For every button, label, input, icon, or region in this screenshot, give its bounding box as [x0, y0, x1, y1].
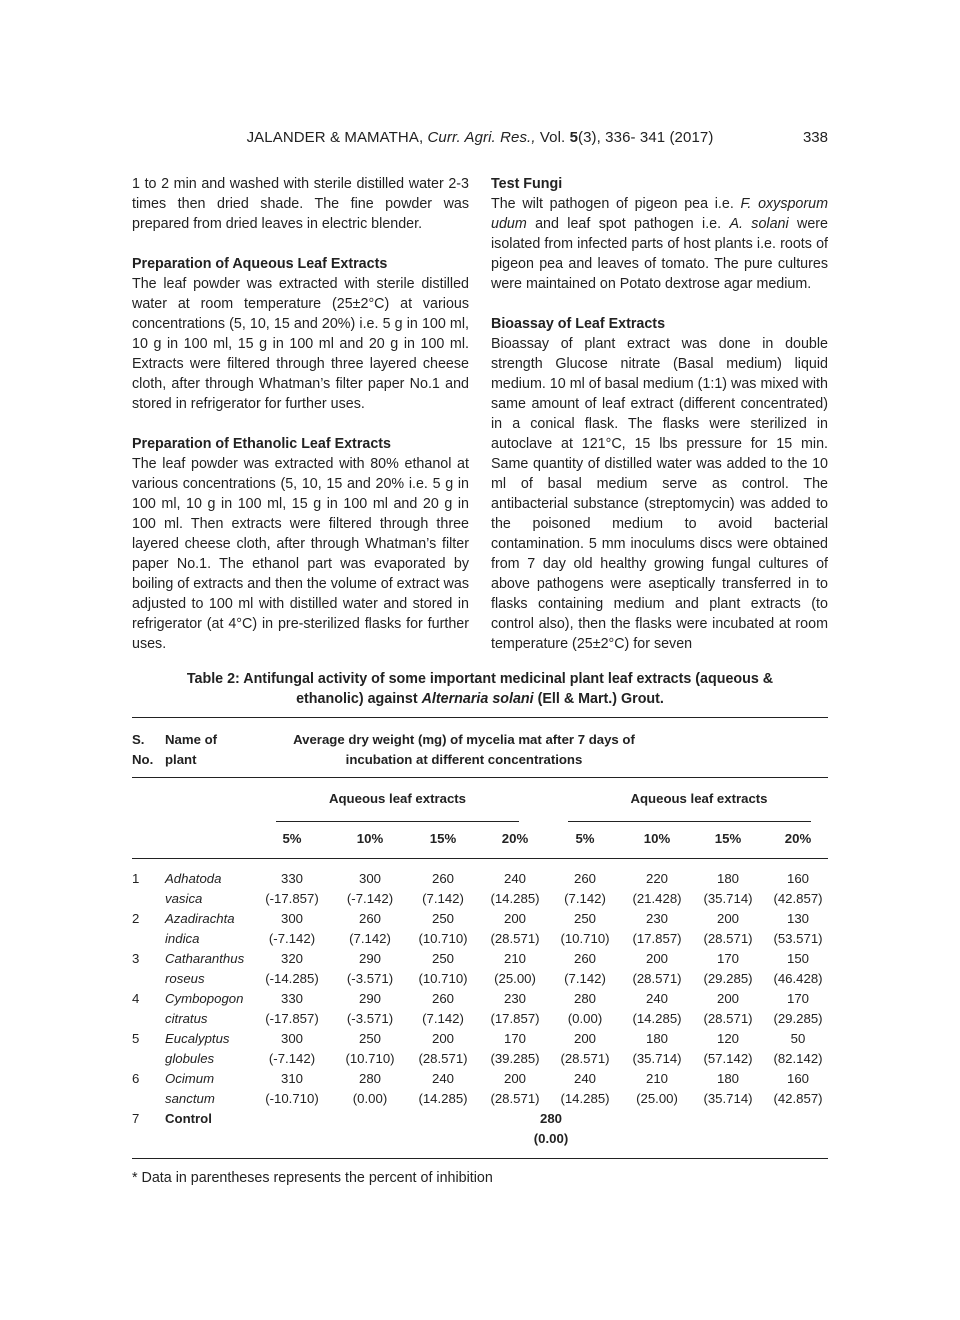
inhibition-cell: (-7.142): [268, 1051, 316, 1066]
inhibition-cell: (21.428): [632, 891, 682, 906]
dry-weight-cell: 250: [573, 911, 596, 926]
row-sno: 1: [132, 871, 140, 886]
dry-weight-cell: 50: [790, 1031, 806, 1046]
concentration-header: 10%: [643, 831, 671, 846]
control-inhibition: (0.00): [533, 1131, 569, 1146]
inhibition-cell: (14.285): [560, 1091, 610, 1106]
inhibition-cell: (-14.285): [265, 971, 319, 986]
table-bottom-rule: [132, 1158, 828, 1159]
fungi-species-1: F. oxysporum udum: [491, 196, 828, 232]
dry-weight-cell: 290: [358, 951, 381, 966]
concentration-header: 20%: [501, 831, 529, 846]
inhibition-cell: (-7.142): [268, 931, 316, 946]
left-column: [132, 174, 469, 654]
inhibition-cell: (7.142): [564, 891, 606, 906]
table-caption: [150, 669, 810, 709]
plant-species: globules: [165, 1051, 215, 1066]
dry-weight-cell: 120: [716, 1031, 739, 1046]
row-sno: 6: [132, 1071, 140, 1086]
intro-paragraph: 1 to 2 min and washed with sterile distilled water 2-3 times then dried shade. The fine powder was prepared from dried leaves in electric blender.: [132, 176, 469, 232]
dry-weight-cell: 260: [431, 871, 454, 886]
dry-weight-cell: 130: [786, 911, 809, 926]
dry-weight-cell: 220: [645, 871, 668, 886]
row-sno: 4: [132, 991, 140, 1006]
dry-weight-cell: 150: [786, 951, 809, 966]
inhibition-cell: (14.285): [632, 1011, 682, 1026]
inhibition-cell: (35.714): [632, 1051, 682, 1066]
fungi-species-2: A. solani: [729, 216, 789, 232]
row-sno: 2: [132, 911, 140, 926]
page-number: 338: [802, 129, 828, 146]
inhibition-cell: (29.285): [773, 1011, 823, 1026]
dry-weight-cell: 330: [280, 991, 303, 1006]
dry-weight-cell: 260: [431, 991, 454, 1006]
control-sno: 7: [132, 1111, 140, 1126]
fungi-text-3: were isolated from infected parts of host plants i.e. roots of pigeon pea and leaves of tomato. The pure cultures were maintained on Potato dextrose agar medium.: [491, 216, 829, 292]
inhibition-cell: (14.285): [490, 891, 540, 906]
test-fungi-paragraph: [491, 194, 828, 294]
authors: JALANDER & MAMATHA,: [246, 129, 428, 146]
dry-weight-cell: 230: [645, 911, 668, 926]
bioassay-paragraph: Bioassay of plant extract was done in double strength Glucose nitrate (Basal medium) liquid medium. 10 ml of basal medium (1:1) was mixed with same amount of leaf extract (different concentrated) in a conical flask. The flasks were sterilized in autoclave at 121°C, 15 lbs pressure for 15 min. Same quantity of distilled water was added to the 10 ml of basal medium serve as control. The antibacterial substance (streptomycin) was added to the poisoned medium to avoid bacterial contamination. 5 mm inoculums discs were obtained from 7 day old healthy growing fungal cultures of above pathogens were aseptically transferred in to flasks containing medium and plant extracts (to control also), then the flasks were incubated at room temperature (25±2°C) for seven: [491, 336, 828, 652]
group-header-right: Aqueous leaf extracts: [630, 791, 768, 806]
inhibition-cell: (0.00): [352, 1091, 388, 1106]
bioassay-heading: Bioassay of Leaf Extracts: [491, 316, 666, 332]
inhibition-cell: (28.571): [632, 971, 682, 986]
aqueous-heading: Preparation of Aqueous Leaf Extracts: [132, 256, 388, 272]
dry-weight-cell: 200: [503, 1071, 526, 1086]
inhibition-cell: (42.857): [773, 891, 823, 906]
inhibition-cell: (53.571): [773, 931, 823, 946]
col-average-header: [264, 730, 664, 770]
inhibition-cell: (-7.142): [346, 891, 394, 906]
inhibition-cell: (0.00): [567, 1011, 603, 1026]
inhibition-cell: (-3.571): [346, 1011, 394, 1026]
caption-line-1: Table 2: Antifungal activity of some important medicinal plant leaf extracts (aqueous &: [186, 671, 774, 687]
right-column: [491, 174, 828, 654]
plant-species: indica: [165, 931, 200, 946]
inhibition-cell: (7.142): [422, 1011, 464, 1026]
col-avg-1: Average dry weight (mg) of mycelia mat after 7 days of: [293, 732, 635, 747]
dry-weight-cell: 200: [503, 911, 526, 926]
inhibition-cell: (10.710): [560, 931, 610, 946]
dry-weight-cell: 200: [716, 911, 739, 926]
group-header-left: Aqueous leaf extracts: [328, 791, 467, 806]
group-rule-right: [568, 821, 811, 822]
inhibition-cell: (25.00): [636, 1091, 678, 1106]
control-label: Control: [165, 1111, 212, 1126]
dry-weight-cell: 240: [431, 1071, 454, 1086]
dry-weight-cell: 300: [358, 871, 381, 886]
inhibition-cell: (10.710): [418, 971, 468, 986]
inhibition-cell: (7.142): [564, 971, 606, 986]
inhibition-cell: (28.571): [490, 931, 540, 946]
dry-weight-cell: 310: [280, 1071, 303, 1086]
dry-weight-cell: 170: [503, 1031, 526, 1046]
inhibition-cell: (14.285): [418, 1091, 468, 1106]
table-subheader-rule: [132, 858, 828, 859]
inhibition-cell: (28.571): [418, 1051, 468, 1066]
dry-weight-cell: 240: [573, 1071, 596, 1086]
table-header-rule: [132, 777, 828, 778]
inhibition-cell: (28.571): [703, 1011, 753, 1026]
plant-genus: Ocimum: [165, 1071, 215, 1086]
plant-genus: Adhatoda: [165, 871, 222, 886]
concentration-header: 5%: [282, 831, 302, 846]
dry-weight-cell: 170: [716, 951, 739, 966]
inhibition-cell: (28.571): [560, 1051, 610, 1066]
dry-weight-cell: 320: [280, 951, 303, 966]
plant-species: sanctum: [165, 1091, 215, 1106]
plant-genus: Cymbopogon: [165, 991, 244, 1006]
volume-issue-pages: (3), 336- 341 (2017): [578, 129, 714, 146]
col-sno-header: [132, 730, 153, 770]
concentration-header: 15%: [714, 831, 742, 846]
inhibition-cell: (35.714): [703, 1091, 753, 1106]
plant-genus: Eucalyptus: [165, 1031, 230, 1046]
aqueous-paragraph: The leaf powder was extracted with sterile distilled water at room temperature (25±2°C) at various concentrations (5, 10, 15 and 20%) i.e. 5 g in 100 ml, 10 g in 100 ml, 15 g in 100 ml and 20 g in 100 ml. Extracts were filtered through three layered cheese cloth, after through Whatman’s filter paper No.1 and stored in refrigerator for further uses.: [132, 276, 469, 412]
dry-weight-cell: 250: [431, 911, 454, 926]
dry-weight-cell: 280: [573, 991, 596, 1006]
control-value: 280: [539, 1111, 562, 1126]
concentration-header: 20%: [784, 831, 812, 846]
dry-weight-cell: 170: [786, 991, 809, 1006]
dry-weight-cell: 210: [645, 1071, 668, 1086]
caption-2b: (Ell & Mart.) Grout.: [533, 691, 664, 707]
ethanolic-heading: Preparation of Ethanolic Leaf Extracts: [132, 436, 391, 452]
dry-weight-cell: 160: [786, 1071, 809, 1086]
concentration-header: 5%: [575, 831, 595, 846]
plant-species: vasica: [165, 891, 203, 906]
dry-weight-cell: 260: [358, 911, 381, 926]
inhibition-cell: (-3.571): [346, 971, 394, 986]
dry-weight-cell: 210: [503, 951, 526, 966]
dry-weight-cell: 200: [645, 951, 668, 966]
inhibition-cell: (28.571): [490, 1091, 540, 1106]
caption-species: Alternaria solani: [421, 691, 534, 707]
dry-weight-cell: 200: [716, 991, 739, 1006]
table-top-rule: [132, 717, 828, 718]
volume-number: 5: [569, 129, 579, 146]
dry-weight-cell: 300: [280, 911, 303, 926]
inhibition-cell: (42.857): [773, 1091, 823, 1106]
col-sno-2: No.: [132, 752, 154, 767]
col-name-2: plant: [165, 752, 197, 767]
row-sno: 5: [132, 1031, 140, 1046]
plant-species: roseus: [165, 971, 205, 986]
plant-genus: Catharanthus: [165, 951, 245, 966]
dry-weight-cell: 180: [716, 871, 739, 886]
inhibition-cell: (7.142): [422, 891, 464, 906]
col-avg-2: incubation at different concentrations: [345, 752, 583, 767]
inhibition-cell: (7.142): [349, 931, 391, 946]
plant-species: citratus: [165, 1011, 208, 1026]
caption-2a: ethanolic) against: [296, 691, 422, 707]
citation-line: [132, 129, 828, 146]
inhibition-cell: (17.857): [490, 1011, 540, 1026]
concentration-header: 10%: [356, 831, 384, 846]
inhibition-cell: (35.714): [703, 891, 753, 906]
col-name-header: [165, 730, 217, 770]
inhibition-cell: (17.857): [632, 931, 682, 946]
dry-weight-cell: 180: [716, 1071, 739, 1086]
fungi-text-2: and leaf spot pathogen i.e.: [526, 216, 730, 232]
dry-weight-cell: 160: [786, 871, 809, 886]
dry-weight-cell: 180: [645, 1031, 668, 1046]
dry-weight-cell: 200: [431, 1031, 454, 1046]
inhibition-cell: (39.285): [490, 1051, 540, 1066]
dry-weight-cell: 250: [431, 951, 454, 966]
table-footnote: * Data in parentheses represents the percent of inhibition: [132, 1170, 493, 1186]
fungi-text-1: The wilt pathogen of pigeon pea i.e.: [491, 196, 741, 212]
inhibition-cell: (25.00): [494, 971, 536, 986]
inhibition-cell: (-10.710): [265, 1091, 319, 1106]
dry-weight-cell: 290: [358, 991, 381, 1006]
volume-prefix: Vol.: [535, 129, 570, 146]
journal-name: Curr. Agri. Res.,: [427, 129, 536, 146]
inhibition-cell: (10.710): [345, 1051, 395, 1066]
concentration-header: 15%: [429, 831, 457, 846]
group-rule-left: [276, 821, 519, 822]
dry-weight-cell: 280: [358, 1071, 381, 1086]
col-name-1: Name of: [165, 732, 218, 747]
inhibition-cell: (28.571): [703, 931, 753, 946]
dry-weight-cell: 260: [573, 951, 596, 966]
inhibition-cell: (46.428): [773, 971, 823, 986]
running-header: [132, 129, 828, 151]
col-sno-1: S.: [132, 732, 145, 747]
caption-line-2: [150, 689, 810, 709]
dry-weight-cell: 230: [503, 991, 526, 1006]
test-fungi-heading: Test Fungi: [491, 176, 563, 192]
inhibition-cell: (10.710): [418, 931, 468, 946]
dry-weight-cell: 240: [503, 871, 526, 886]
dry-weight-cell: 330: [280, 871, 303, 886]
inhibition-cell: (-17.857): [265, 891, 319, 906]
ethanolic-paragraph: The leaf powder was extracted with 80% ethanol at various concentrations (5, 10, 15 and 20% i.e. 5 g in 100 ml, 10 g in 100 ml, 15 g in 100 ml and 20 g in 100 ml. Then extracts were filtered through three layered cheese cloth, after through Whatman’s filter paper No.1. The ethanol part was evaporated by boiling of extracts and then the volume of extract was adjusted to 100 ml with distilled water and stored in refrigerator (at 4°C) in pre-sterilized flasks for further uses.: [132, 456, 469, 652]
plant-genus: Azadirachta: [165, 911, 235, 926]
inhibition-cell: (82.142): [773, 1051, 823, 1066]
dry-weight-cell: 300: [280, 1031, 303, 1046]
inhibition-cell: (57.142): [703, 1051, 753, 1066]
dry-weight-cell: 200: [573, 1031, 596, 1046]
dry-weight-cell: 240: [645, 991, 668, 1006]
inhibition-cell: (29.285): [703, 971, 753, 986]
dry-weight-cell: 250: [358, 1031, 381, 1046]
dry-weight-cell: 260: [573, 871, 596, 886]
row-sno: 3: [132, 951, 140, 966]
inhibition-cell: (-17.857): [265, 1011, 319, 1026]
